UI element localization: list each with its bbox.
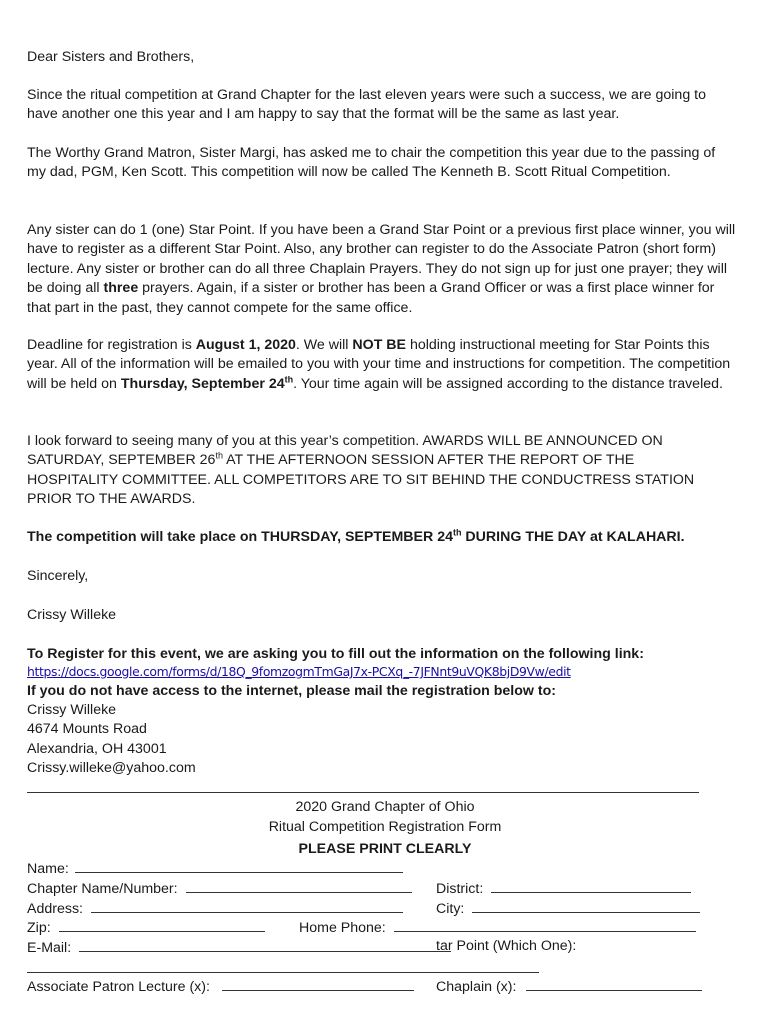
city-row xyxy=(436,898,700,919)
paragraph-rules: Any sister can do 1 (one) Star Point. If you have been a Grand Star Point or a previous first place winner, you will have to register as a different Star Point. Also, any brother can register to do the Associate Patron (short form) lecture. Any sister or brother can do all three Chaplain Prayers. They do not sign up for just one prayer; they will be doing all three prayers. Again, if a sister or brother has been a Grand Officer or was a first place winner for that part in the past, they cannot compete for the same office. xyxy=(27,222,736,316)
chapter-row xyxy=(27,878,412,899)
closing: Sincerely, xyxy=(27,568,89,584)
address-label: Address: xyxy=(27,901,83,917)
city-label: City: xyxy=(436,901,465,917)
home-phone-row xyxy=(299,917,696,938)
star-point-row xyxy=(436,937,576,956)
district-field[interactable] xyxy=(491,878,691,893)
assoc-patron-label: Associate Patron Lecture (x): xyxy=(27,979,210,995)
address-email: Crissy.willeke@yahoo.com xyxy=(27,760,196,776)
email-label: E-Mail: xyxy=(27,940,72,956)
address-row xyxy=(27,898,403,919)
star-point-label: tar Point (Which One): xyxy=(436,938,577,954)
zip-label: Zip: xyxy=(27,920,51,936)
email-field[interactable] xyxy=(79,937,451,952)
paragraph-awards: I look forward to seeing many of you at this year’s competition. AWARDS WILL BE ANNOUNCED ON SATURDAY, SEPTEMBER 26th AT THE AFTERNOON SESSION AFTER THE REPORT OF THE HOSPITALITY COMMITTEE. ALL COMPETITORS ARE TO SIT BEHIND THE CONDUCTRESS STATION PRIOR TO THE AWARDS. xyxy=(27,433,695,508)
chaplain-field[interactable] xyxy=(526,976,702,991)
chapter-label: Chapter Name/Number: xyxy=(27,881,178,897)
address-field[interactable] xyxy=(91,898,403,913)
address-name: Crissy Willeke xyxy=(27,702,117,718)
zip-field[interactable] xyxy=(59,917,265,932)
paragraph-chair: The Worthy Grand Matron, Sister Margi, has asked me to chair the competition this year due to the passing of my dad, PGM, Ken Scott. This competition will now be called The Kenneth B. Scott Ritual Competition. xyxy=(27,145,716,181)
separator-line xyxy=(27,792,699,793)
star-point-field[interactable] xyxy=(27,972,539,973)
signature: Crissy Willeke xyxy=(27,607,117,623)
home-phone-field[interactable] xyxy=(394,917,696,932)
name-label: Name: xyxy=(27,861,69,877)
form-title: Ritual Competition Registration Form xyxy=(268,819,502,835)
name-row xyxy=(27,858,403,879)
email-row xyxy=(27,937,451,958)
district-row xyxy=(436,878,691,899)
home-phone-label: Home Phone: xyxy=(299,920,386,936)
paragraph-intro: Since the ritual competition at Grand Chapter for the last eleven years were such a success, we are going to have another one this year and I am happy to say that the format will be the same as last year. xyxy=(27,87,706,123)
mail-intro: If you do not have access to the internet, please mail the registration below to: xyxy=(27,683,556,699)
address-street: 4674 Mounts Road xyxy=(27,721,147,737)
assoc-patron-field[interactable] xyxy=(222,976,414,991)
paragraph-competition-date: The competition will take place on THURSDAY, SEPTEMBER 24th DURING THE DAY at KALAHARI. xyxy=(27,527,685,545)
address-city: Alexandria, OH 43001 xyxy=(27,741,167,757)
zip-row xyxy=(27,917,265,938)
print-notice: PLEASE PRINT CLEARLY xyxy=(298,841,472,857)
name-field[interactable] xyxy=(75,858,403,873)
assoc-patron-row xyxy=(27,976,414,997)
chaplain-label: Chaplain (x): xyxy=(436,979,517,995)
form-org: 2020 Grand Chapter of Ohio xyxy=(295,799,475,815)
register-intro: To Register for this event, we are asking you to fill out the information on the following link: xyxy=(27,646,644,662)
registration-link[interactable]: https://docs.google.com/forms/d/18Q_9fomzogmTmGaJ7x-PCXq_-7JFNnt9uVQK8bjD9Vw/edit xyxy=(27,664,571,679)
district-label: District: xyxy=(436,881,484,897)
greeting: Dear Sisters and Brothers, xyxy=(27,49,195,65)
city-field[interactable] xyxy=(472,898,700,913)
paragraph-deadline: Deadline for registration is August 1, 2020. We will NOT BE holding instructional meeting for Star Points this year. All of the information will be emailed to you with your time and instructions for competition. The competition will be held on Thursday, September 24th. Your time again will be assigned according to the distance traveled. xyxy=(27,337,731,392)
chapter-field[interactable] xyxy=(186,878,412,893)
chaplain-row xyxy=(436,976,702,997)
